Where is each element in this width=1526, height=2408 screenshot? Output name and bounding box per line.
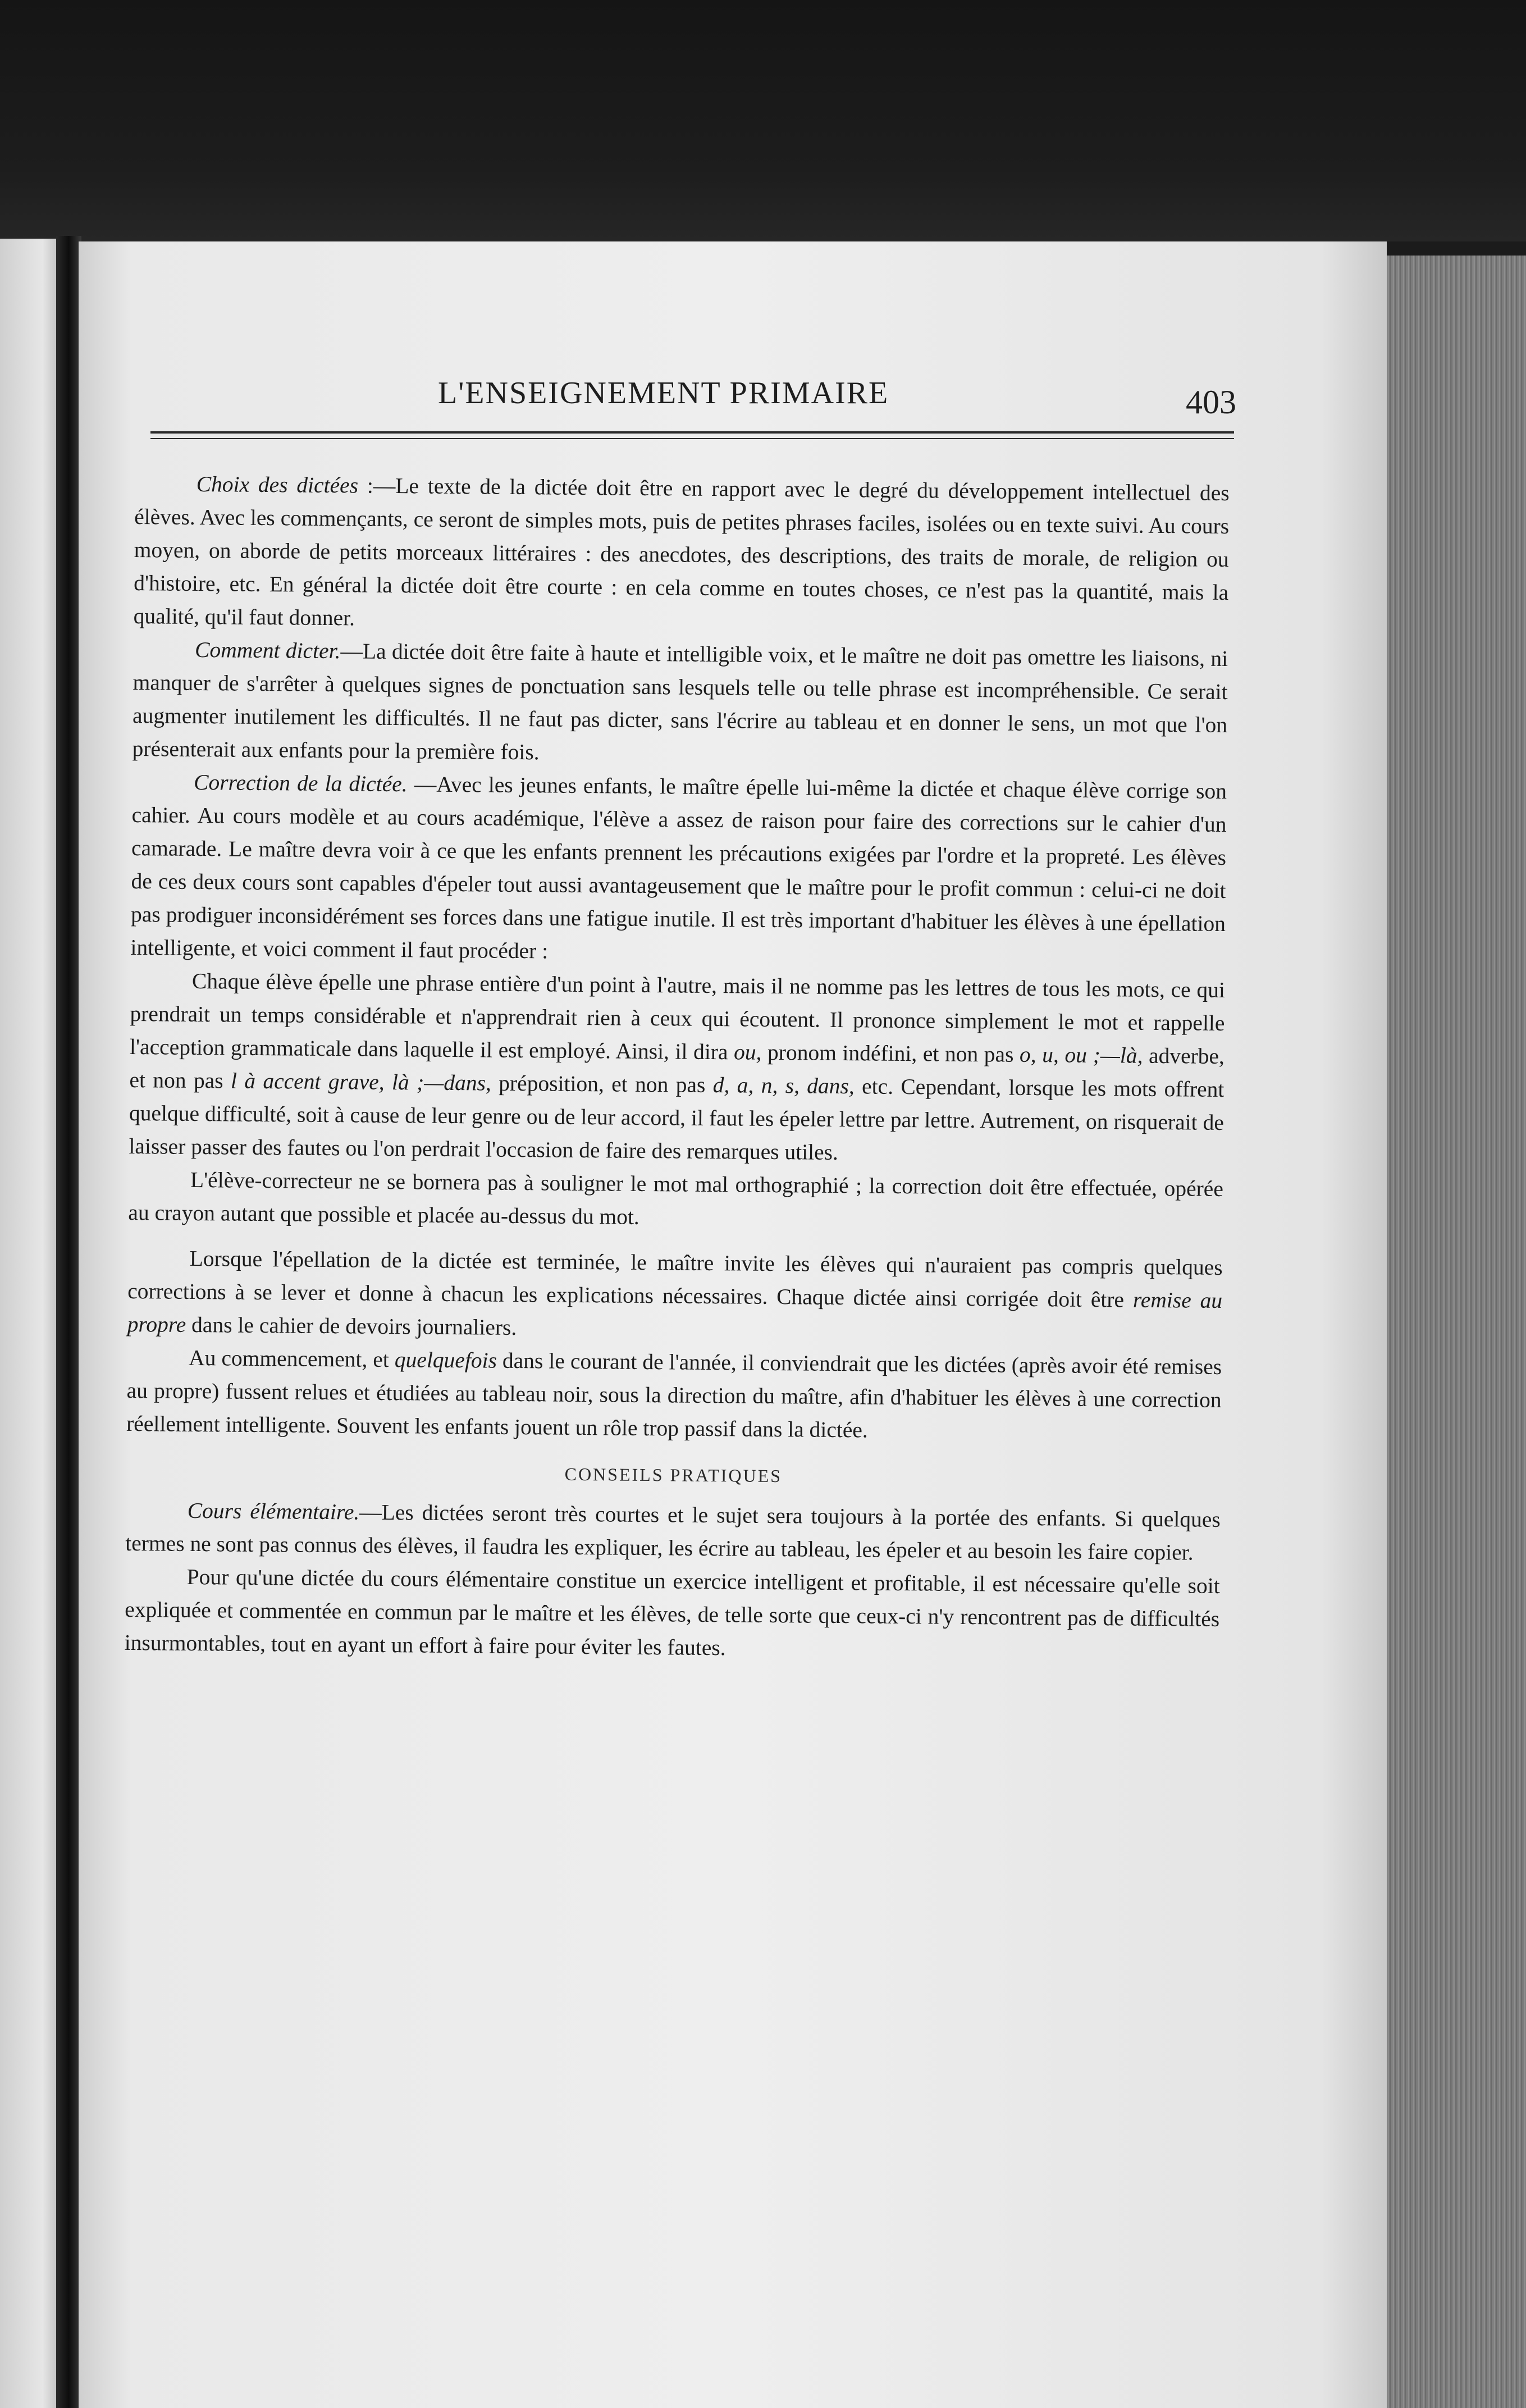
paragraph-lead: Correction de la dictée.	[193, 769, 408, 797]
paragraph-lead: Comment dicter.	[194, 637, 341, 664]
paragraph-lead: Cours élémentaire.	[187, 1498, 360, 1525]
page-block-edges	[1387, 256, 1526, 2408]
text-run: dans le courant de l'année, il conviendrait que les dictées (après avoir été remises au propre) fussent relues et étudiées au tableau noir, sous la direction du maître, afin d'habituer les élèves à une correction réellement intelligente. Souvent les enfants jouent un rôle trop passif dans la dictée.	[126, 1348, 1222, 1443]
paragraph-choix	[133, 467, 1230, 642]
italic-run: remise au propre	[127, 1287, 1223, 1337]
text-run: adverbe, et non pas	[129, 1043, 1225, 1093]
paragraph-commencement	[126, 1341, 1222, 1450]
paragraph-epellation	[129, 964, 1225, 1173]
paragraph-eleve-correcteur: L'élève-correcteur ne se bornera pas à souligner le mot mal orthographié ; la correction doit être effectuée, opérée au crayon autant que possible et placée au-dessus du mot.	[128, 1167, 1224, 1229]
paragraph-text: :—Le texte de la dictée doit être en rapport avec le degré du développement intellectuel des élèves. Avec les commençants, ce seront de simples mots, puis de petites phrases faciles, isolées ou en texte suivi. Au cours moyen, on aborde de petits morceaux littéraires : des anecdotes, des descriptions, des traits de morale, de religion ou d'histoire, etc. En général la dictée doit être courte : en cela comme en toutes choses, ce n'est pas la quantité, mais la qualité, qu'il faut donner.	[133, 473, 1230, 631]
paragraph-correction	[130, 765, 1227, 974]
italic-run: d, a, n, s, dans,	[712, 1073, 855, 1099]
facing-page-edge	[0, 239, 61, 2408]
text-run: Au commencement, et	[188, 1345, 395, 1372]
text-run: préposition, et non pas	[491, 1070, 713, 1098]
italic-run: quelquefois	[394, 1347, 497, 1373]
text-run: Lorsque l'épellation de la dictée est terminée, le maître invite les élèves qui n'auraient pas compris quelques corrections à se lever et donne à chacun les explications nécessaires. Chaque dictée ainsi corrigée doit être	[127, 1246, 1223, 1312]
italic-run: o, u, ou ;—là,	[1019, 1042, 1143, 1068]
paragraph-fin-epellation	[127, 1242, 1222, 1351]
paragraph-cours-elementaire	[125, 1494, 1221, 1570]
italic-run: ou,	[733, 1039, 762, 1065]
paragraph-final: Pour qu'une dictée du cours élémentaire constitue un exercice intelligent et profitable, il est nécessaire qu'elle soit expliquée et commentée en commun par le maître et les élèves, de telle sorte que ceux-ci n'y rencontrent pas de difficultés insurmontables, tout en ayant un effort à faire pour éviter les fautes.	[124, 1564, 1220, 1661]
header-rule-thick	[150, 431, 1234, 434]
text-run: Chaque élève épelle une phrase entière d'un point à l'autre, mais il ne nomme pas les lettres de tous les mots, ce qui prendrait un temps considérable et n'apprendrait rien à ceux qui écoutent. Il prononce simplement le mot et rappelle l'acception grammaticale dans laquelle il est employé. Ainsi, il dira	[129, 968, 1226, 1065]
page-number: 403	[1186, 384, 1236, 421]
header-rule-thin	[150, 438, 1234, 439]
paragraph-lead: Choix des dictées	[196, 471, 359, 498]
section-heading: CONSEILS PRATIQUES	[564, 1463, 783, 1486]
running-head: L'ENSEIGNEMENT PRIMAIRE	[438, 376, 889, 411]
paragraph-comment-dicter	[132, 633, 1228, 775]
text-run: etc. Cependant, lorsque les mots offrent quelque difficulté, soit à cause de leur genre ou de leur accord, il faut les épeler lettre par lettre. Autrement, on risquerait de laisser passer des fautes ou l'on perdrait l'occasion de faire des remarques utiles.	[129, 1074, 1225, 1165]
text-run: pronom indéfini, et non pas	[761, 1039, 1020, 1067]
dark-background	[0, 0, 1526, 241]
text-run: dans le cahier de devoirs journaliers.	[186, 1312, 517, 1340]
paragraph-text: —Avec les jeunes enfants, le maître épelle lui-même la dictée et chaque élève corrige son cahier. Au cours modèle et au cours académique, l'élève a assez de raison pour faire des corrections sur le cahier d'un camarade. Le maître devra voir à ce que les enfants prennent les précautions exigées par l'ordre et la propreté. Les élèves de ces deux cours sont capables d'épeler tout aussi avantageusement que le maître pour le profit commun : celui-ci ne doit pas prodiguer inconsidérément ses forces dans une fatigue inutile. Il est très important d'habituer les élèves à une épellation intelligente, et voici comment il faut procéder :	[130, 772, 1227, 964]
paragraph-text: —La dictée doit être faite à haute et intelligible voix, et le maître ne doit pas omettre les liaisons, ni manquer de s'arrêter à quelques signes de ponctuation sans lesquels telle ou telle phrase est incompréhensible. Ce serait augmenter inutilement les difficultés. Il ne faut pas dicter, sans l'écrire au tableau et en donner le sens, un mot que l'on présenterait aux enfants pour la première fois.	[132, 639, 1228, 765]
italic-run: l à accent grave, là ;—dans,	[230, 1068, 492, 1096]
book-gutter	[56, 236, 81, 2408]
paragraph-text: —Les dictées seront très courtes et le sujet sera toujours à la portée des enfants. Si quelques termes ne sont pas connus des élèves, il faudra les expliquer, les écrire au tableau, les épeler et au besoin les faire copier.	[125, 1499, 1221, 1565]
page-body	[124, 467, 1229, 1669]
